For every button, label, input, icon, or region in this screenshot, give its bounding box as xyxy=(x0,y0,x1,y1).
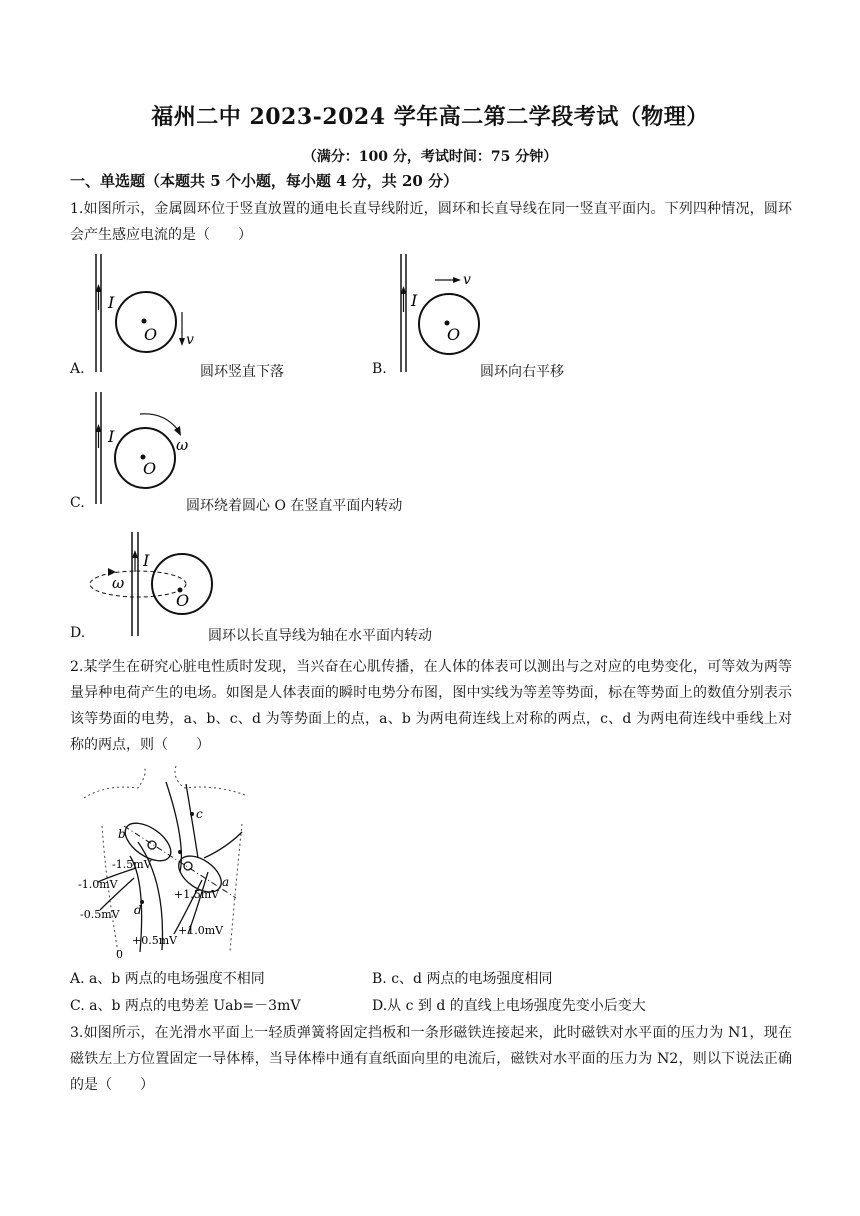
page-title: 福州二中 2023-2024 学年高二第二学段考试（物理） xyxy=(151,104,709,130)
svg-text:O: O xyxy=(144,325,158,344)
svg-text:d: d xyxy=(134,903,142,917)
svg-text:ω: ω xyxy=(112,574,125,592)
option-1a-text: 圆环竖直下落 xyxy=(200,364,284,380)
question-2-stem: 2.某学生在研究心脏电性质时发现，当兴奋在心肌传播，在人体的体表可以测出与之对应的电势变化，可等效为两等量异种电荷产生的电场。如图是人体表面的瞬时电势分布图，图中实线为等差等势面，标在等势面上的数值分别表示该等势面的电势，a、b、c、d 为等势面上的点，a、b 为两电荷连线上对称的两点，c、d 为两电荷连线中垂线上对称的两点，则（ ） xyxy=(70,659,792,753)
option-2a: A. a、b 两点的电场强度不相同 xyxy=(70,971,265,987)
option-1c-letter: C. xyxy=(70,495,85,511)
option-1b-text: 圆环向右平移 xyxy=(480,364,564,380)
figure-1a xyxy=(80,250,210,375)
svg-text:b: b xyxy=(118,827,126,841)
svg-text:+1.5mV: +1.5mV xyxy=(174,888,220,901)
figure-1c xyxy=(80,388,210,508)
svg-text:I: I xyxy=(143,551,150,570)
svg-text:O: O xyxy=(176,591,190,610)
svg-text:ω: ω xyxy=(176,436,189,454)
svg-text:-0.5mV: -0.5mV xyxy=(80,908,120,921)
svg-text:O: O xyxy=(447,325,461,344)
figure-1b xyxy=(395,250,525,375)
svg-text:+0.5mV: +0.5mV xyxy=(132,934,178,947)
svg-text:I: I xyxy=(108,293,115,312)
option-1d-text: 圆环以长直导线为轴在水平面内转动 xyxy=(208,628,432,644)
option-1c-text: 圆环绕着圆心 O 在竖直平面内转动 xyxy=(186,498,403,514)
svg-text:0: 0 xyxy=(116,948,123,960)
exam-info: （满分：100 分，考试时间：75 分钟） xyxy=(302,149,558,165)
svg-text:I: I xyxy=(108,427,115,446)
figure-2-potential-map xyxy=(76,762,256,960)
svg-text:c: c xyxy=(196,807,203,821)
svg-text:O: O xyxy=(143,459,157,478)
svg-text:a: a xyxy=(222,875,230,889)
svg-text:-1.5mV: -1.5mV xyxy=(112,858,152,871)
option-2b: B. c、d 两点的电场强度相同 xyxy=(372,971,553,987)
option-1d-letter: D. xyxy=(70,625,86,641)
option-1b-letter: B. xyxy=(372,361,387,377)
question-1-stem: 1.如图所示，金属圆环位于竖直放置的通电长直导线附近，圆环和长直导线在同一竖直平面内。下列四种情况，圆环会产生感应电流的是（ ） xyxy=(70,201,792,243)
section-heading: 一、单选题（本题共 5 个小题，每小题 4 分，共 20 分） xyxy=(70,172,459,190)
option-1a-letter: A. xyxy=(70,361,85,377)
question-3-stem: 3.如图所示，在光滑水平面上一轻质弹簧将固定挡板和一条形磁铁连接起来，此时磁铁对水平面的压力为 N1，现在磁铁左上方位置固定一导体棒，当导体棒中通有直纸面向里的电流后，磁铁对水平面的压力为 N2，则以下说法正确的是（ ） xyxy=(70,1025,792,1093)
svg-text:-1.0mV: -1.0mV xyxy=(78,878,118,891)
svg-text:v: v xyxy=(463,272,471,288)
option-2d: D.从 c 到 d 的直线上电场强度先变小后变大 xyxy=(372,998,646,1014)
option-2c: C. a、b 两点的电势差 Uab=－3mV xyxy=(70,998,301,1014)
svg-text:+1.0mV: +1.0mV xyxy=(178,924,224,937)
svg-text:v: v xyxy=(186,332,194,348)
figure-1d xyxy=(88,528,228,640)
svg-text:I: I xyxy=(411,291,418,310)
